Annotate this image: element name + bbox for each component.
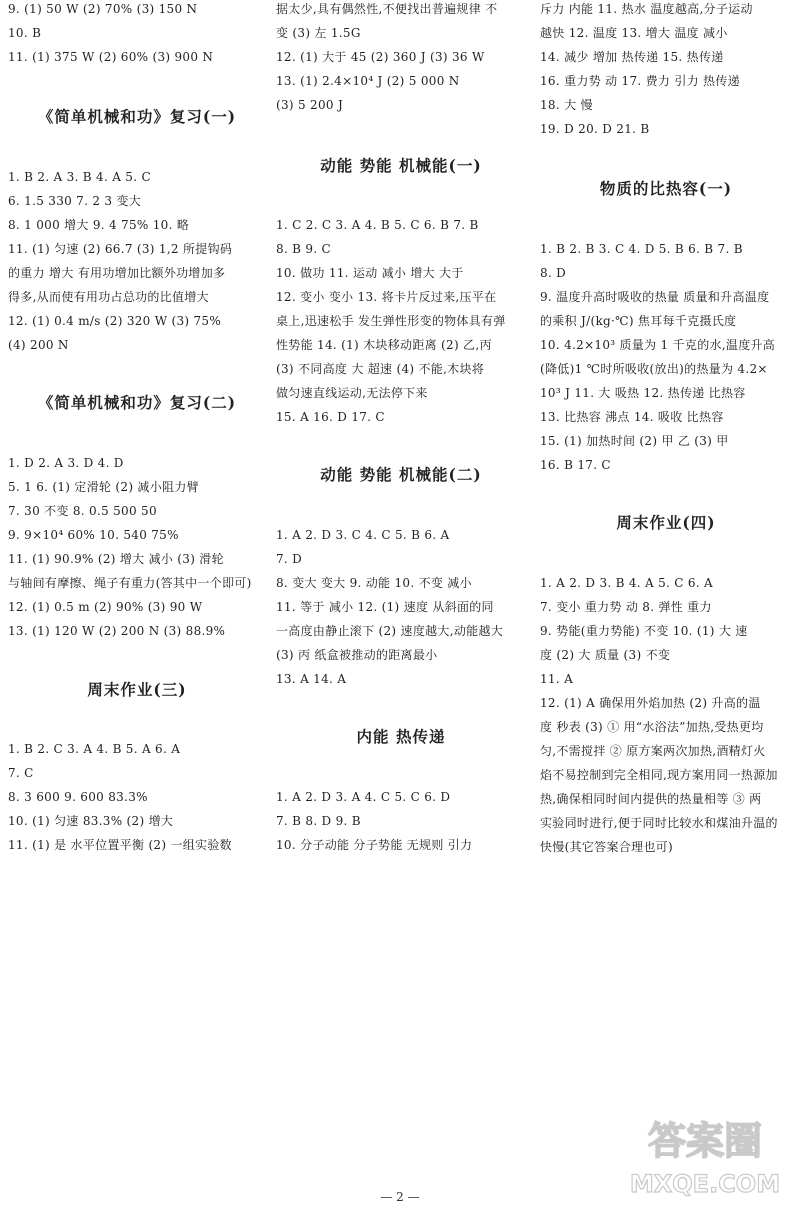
answer-line: 14. 减少 增加 热传递 15. 热传递 xyxy=(540,50,724,64)
answer-line: 11. (1) 是 水平位置平衡 (2) 一组实验数 xyxy=(8,838,232,852)
answer-line: 热,确保相同时间内提供的热量相等 ③ 两 xyxy=(540,792,762,806)
answer-line: 桌上,迅速松手 发生弹性形变的物体具有弹 xyxy=(276,314,506,328)
answer-line: 13. A 14. A xyxy=(276,672,347,686)
answer-line: 得多,从而使有用功占总功的比值增大 xyxy=(8,290,209,304)
answer-line: 9. 9×10⁴ 60% 10. 540 75% xyxy=(8,528,179,542)
answer-line: 19. D 20. D 21. B xyxy=(540,122,650,136)
answer-line: 6. 1.5 330 7. 2 3 变大 xyxy=(8,194,142,208)
answer-line: 9. (1) 50 W (2) 70% (3) 150 N xyxy=(8,2,198,16)
answer-line: 11. A xyxy=(540,672,574,686)
answer-line: 做匀速直线运动,无法停下来 xyxy=(276,386,428,400)
answer-line: 斥力 内能 11. 热水 温度越高,分子运动 xyxy=(540,2,753,16)
answer-line: 据太少,具有偶然性,不便找出普遍规律 不 xyxy=(276,2,498,16)
answer-line: 匀,不需搅拌 ② 原方案两次加热,酒精灯火 xyxy=(540,744,766,758)
answer-line: 焰不易控制到完全相同,现方案用同一热源加 xyxy=(540,768,778,782)
answer-line: 的乘积 J/(kg·℃) 焦耳每千克摄氏度 xyxy=(540,314,737,328)
answer-line: 8. D xyxy=(540,266,567,280)
section-heading: 周末作业(四) xyxy=(616,513,716,532)
answer-line: 1. B 2. B 3. C 4. D 5. B 6. B 7. B xyxy=(540,242,743,256)
answer-line: 13. (1) 2.4×10⁴ J (2) 5 000 N xyxy=(276,74,460,88)
page-number: — 2 — xyxy=(380,1190,420,1204)
answer-line: 一高度由静止滚下 (2) 速度越大,动能越大 xyxy=(276,624,504,638)
answer-line: 5. 1 6. (1) 定滑轮 (2) 减小阻力臂 xyxy=(8,480,199,494)
answer-line: 11. 等于 减小 12. (1) 速度 从斜面的同 xyxy=(276,600,494,614)
answer-line: 8. 1 000 增大 9. 4 75% 10. 略 xyxy=(8,218,190,232)
answer-line: 12. (1) A 确保用外焰加热 (2) 升高的温 xyxy=(540,696,761,710)
answer-line: 18. 大 慢 xyxy=(540,98,593,112)
answer-line: 与轴间有摩擦、绳子有重力(答其中一个即可) xyxy=(8,576,252,590)
answer-line: 12. (1) 0.5 m (2) 90% (3) 90 W xyxy=(8,600,203,614)
answer-line: 快慢(其它答案合理也可) xyxy=(540,840,673,854)
section-heading: 内能 热传递 xyxy=(356,727,446,746)
answer-line: 13. (1) 120 W (2) 200 N (3) 88.9% xyxy=(8,624,226,638)
answer-line: 1. B 2. C 3. A 4. B 5. A 6. A xyxy=(8,742,181,756)
answer-line: 性势能 14. (1) 木块移动距离 (2) 乙,丙 xyxy=(276,338,492,352)
answer-line: 7. 30 不变 8. 0.5 500 50 xyxy=(8,504,157,518)
answer-line: 实验同时进行,便于同时比较水和煤油升温的 xyxy=(540,816,778,830)
answer-line: 12. 变小 变小 13. 将卡片反过来,压平在 xyxy=(276,290,497,304)
section-heading: 《简单机械和功》复习(一) xyxy=(37,107,237,126)
answer-line: 1. A 2. D 3. C 4. C 5. B 6. A xyxy=(276,528,450,542)
answer-line: 13. 比热容 沸点 14. 吸收 比热容 xyxy=(540,410,724,424)
answer-line: 10³ J 11. 大 吸热 12. 热传递 比热容 xyxy=(540,386,746,400)
watermark-url: MXQE.COM xyxy=(629,1170,781,1198)
answer-line: (3) 丙 纸盒被推动的距离最小 xyxy=(276,648,438,662)
answer-line: 7. D xyxy=(276,552,303,566)
answer-line: 越快 12. 温度 13. 增大 温度 减小 xyxy=(540,26,728,40)
answer-line: 7. B 8. D 9. B xyxy=(276,814,361,828)
section-heading: 物质的比热容(一) xyxy=(599,179,733,198)
answer-line: 9. 势能(重力势能) 不变 10. (1) 大 速 xyxy=(540,624,748,638)
answer-line: (3) 不同高度 大 超速 (4) 不能,木块将 xyxy=(276,362,485,376)
answer-line: 10. 分子动能 分子势能 无规则 引力 xyxy=(276,838,473,852)
answer-line: 15. (1) 加热时间 (2) 甲 乙 (3) 甲 xyxy=(540,434,729,448)
answer-line: 10. 做功 11. 运动 减小 增大 大于 xyxy=(276,266,464,280)
answer-line: 12. (1) 大于 45 (2) 360 J (3) 36 W xyxy=(276,50,485,64)
watermark-text: 答案圈 xyxy=(647,1119,763,1163)
answer-line: 10. B xyxy=(8,26,42,40)
section-heading: 《简单机械和功》复习(二) xyxy=(37,393,237,412)
answer-line: 1. C 2. C 3. A 4. B 5. C 6. B 7. B xyxy=(276,218,479,232)
answer-line: 15. A 16. D 17. C xyxy=(276,410,385,424)
answer-line: 10. 4.2×10³ 质量为 1 千克的水,温度升高 xyxy=(540,338,776,352)
answer-line: 的重力 增大 有用功增加比额外功增加多 xyxy=(8,266,226,280)
answer-line: 11. (1) 90.9% (2) 增大 减小 (3) 滑轮 xyxy=(8,552,224,566)
answer-line: 7. 变小 重力势 动 8. 弹性 重力 xyxy=(540,600,712,614)
answer-line: 12. (1) 0.4 m/s (2) 320 W (3) 75% xyxy=(8,314,222,328)
section-heading: 动能 势能 机械能(二) xyxy=(320,465,482,484)
answer-line: 1. B 2. A 3. B 4. A 5. C xyxy=(8,170,151,184)
answer-line: 9. 温度升高时吸收的热量 质量和升高温度 xyxy=(540,290,770,304)
answer-line: 1. A 2. D 3. B 4. A 5. C 6. A xyxy=(540,576,713,590)
answer-line: 8. 变大 变大 9. 动能 10. 不变 减小 xyxy=(276,576,472,590)
answer-line: 11. (1) 匀速 (2) 66.7 (3) 1,2 所提钩码 xyxy=(8,242,233,256)
answer-line: 变 (3) 左 1.5G xyxy=(276,26,361,40)
answer-line: 7. C xyxy=(8,766,34,780)
answer-line: 16. 重力势 动 17. 费力 引力 热传递 xyxy=(540,74,740,88)
answer-line: 度 秒表 (3) ① 用“水浴法”加热,受热更均 xyxy=(540,720,764,734)
answer-line: 8. 3 600 9. 600 83.3% xyxy=(8,790,148,804)
section-heading: 动能 势能 机械能(一) xyxy=(320,156,482,175)
watermark-logo xyxy=(620,1108,790,1202)
answer-line: 16. B 17. C xyxy=(540,458,611,472)
answer-line: (4) 200 N xyxy=(8,338,69,352)
answer-line: 1. D 2. A 3. D 4. D xyxy=(8,456,124,470)
answer-line: 1. A 2. D 3. A 4. C 5. C 6. D xyxy=(276,790,451,804)
answer-line: (3) 5 200 J xyxy=(276,98,344,112)
section-heading: 周末作业(三) xyxy=(87,680,187,699)
answer-line: 度 (2) 大 质量 (3) 不变 xyxy=(540,648,671,662)
answer-line: 10. (1) 匀速 83.3% (2) 增大 xyxy=(8,814,174,828)
answer-line: 11. (1) 375 W (2) 60% (3) 900 N xyxy=(8,50,214,64)
answer-line: (降低)1 ℃时所吸收(放出)的热量为 4.2× xyxy=(540,362,768,376)
answer-line: 8. B 9. C xyxy=(276,242,332,256)
